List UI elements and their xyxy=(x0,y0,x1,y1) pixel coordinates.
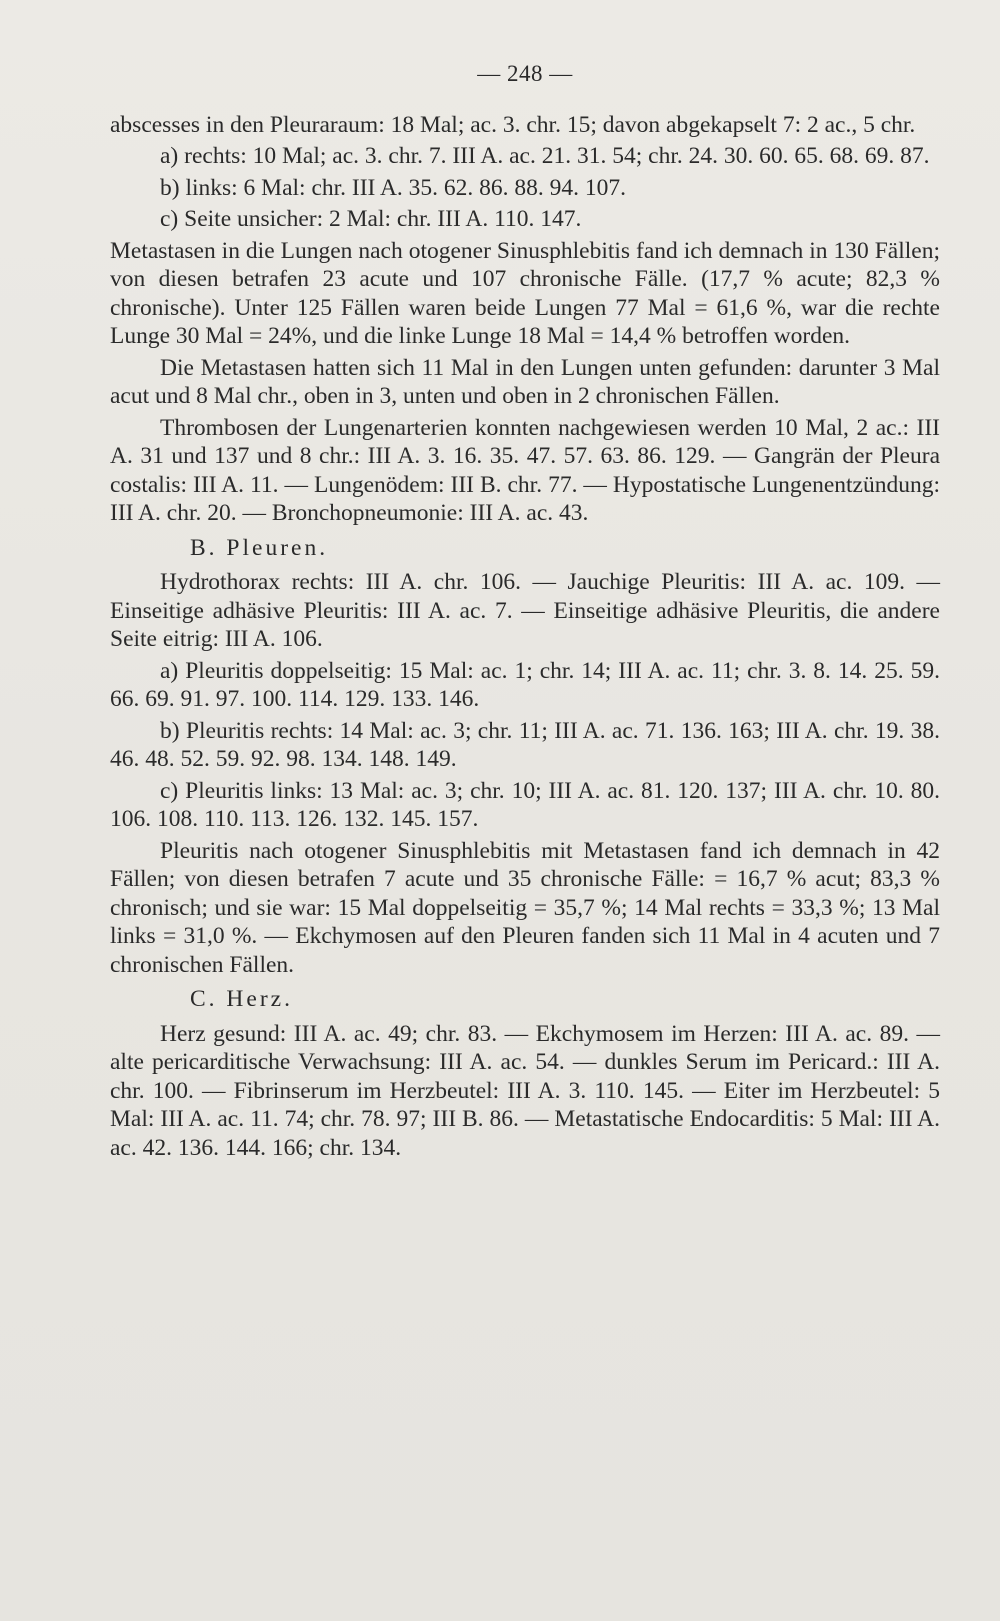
paragraph-pleuritis-rechts: b) Pleuritis rechts: 14 Mal: ac. 3; chr. 11; III A. ac. 71. 136. 163; III A. chr. 19. 38. 46. 48. 52. 59. 92. 98. 134. 148. 149. xyxy=(110,717,940,772)
paragraph-seite-unsicher: c) Seite unsicher: 2 Mal: chr. III A. 110. 147. xyxy=(160,206,582,232)
section-heading-pleuren-text: B. Pleuren. xyxy=(190,534,329,561)
paragraph-pleuritis-doppelseitig: a) Pleuritis doppelseitig: 15 Mal: ac. 1; chr. 14; III A. ac. 11; chr. 3. 8. 14. 25. 59. 66. 69. 91. 97. 100. 114. 129. 133. 146. xyxy=(110,657,940,712)
paragraph-herz: Herz gesund: III A. ac. 49; chr. 83. — Ekchymosem im Herzen: III A. ac. 89. — alte pericarditische Verwachsung: III A. ac. 54. — dunkles Serum im Pericard.: III A. chr. 100. — Fibrinserum im Herzbeutel: III A. 3. 110. 145. — Eiter im Herzbeutel: 5 Mal: III A. ac. 11. 74; chr. 78. 97; III B. 86. — Metastatische Endocarditis: 5 Mal: III A. ac. 42. 136. 144. 166; chr. 134. xyxy=(110,1020,940,1161)
section-heading-pleuren xyxy=(110,534,940,563)
page-content xyxy=(110,60,940,1165)
paragraph-rechts: a) rechts: 10 Mal; ac. 3. chr. 7. III A. ac. 21. 31. 54; chr. 24. 30. 60. 65. 68. 69. 87. xyxy=(160,143,930,169)
paragraph-pleuritis-summary: Pleuritis nach otogener Sinusphlebitis mit Metastasen fand ich demnach in 42 Fällen; von diesen betrafen 7 acute und 35 chronische Fälle: = 16,7 % acut; 83,3 % chronisch; und sie war: 15 Mal doppelseitig = 35,7 %; 14 Mal rechts = 33,3 %; 13 Mal links = 31,0 %. — Ekchymosen auf den Pleuren fanden sich 11 Mal in 4 acuten und 7 chronischen Fällen. xyxy=(110,837,940,978)
paragraph-pleuritis-links: c) Pleuritis links: 13 Mal: ac. 3; chr. 10; III A. ac. 81. 120. 137; III A. chr. 10. 80. 106. 108. 110. 113. 126. 132. 145. 157. xyxy=(110,777,940,832)
paragraph-metastasen-unten: Die Metastasen hatten sich 11 Mal in den Lungen unten gefunden: darunter 3 Mal acut und 8 Mal chr., oben in 3, unten und oben in 2 chronischen Fällen. xyxy=(110,354,940,409)
paragraph-metastasen-lungen: Metastasen in die Lungen nach otogener Sinusphlebitis fand ich demnach in 130 Fällen; von diesen betrafen 23 acute und 107 chronische Fälle. (17,7 % acute; 82,3 % chronische). Unter 125 Fällen waren beide Lungen 77 Mal = 61,6 %, war die rechte Lunge 30 Mal = 24%, und die linke Lunge 18 Mal = 14,4 % betroffen worden. xyxy=(110,237,940,349)
paragraph-links: b) links: 6 Mal: chr. III A. 35. 62. 86. 88. 94. 107. xyxy=(160,174,627,201)
paragraph-hydrothorax: Hydrothorax rechts: III A. chr. 106. — Jauchige Pleuritis: III A. ac. 109. — Einseitige adhäsive Pleuritis: III A. ac. 7. — Einseitige adhäsive Pleuritis, die andere Seite eitrig: III A. 106. xyxy=(110,569,940,652)
paragraph-thrombosen: Thrombosen der Lungenarterien konnten nachgewiesen werden 10 Mal, 2 ac.: III A. 31 und 137 und 8 chr.: III A. 3. 16. 35. 47. 57. 63. 86. 129. — Gangrän der Pleura costalis: III A. 11. — Lungenödem: III B. chr. 77. — Hypostatische Lungenentzündung: III A. chr. 20. — Bronchopneumonie: III A. ac. 43. xyxy=(110,414,940,526)
page-number: — 248 — xyxy=(477,61,573,86)
paragraph-abscesses: abscesses in den Pleuraraum: 18 Mal; ac. 3. chr. 15; davon abgekapselt 7: 2 ac., 5 chr. xyxy=(110,111,916,138)
section-heading-herz-text: C. Herz. xyxy=(190,986,293,1012)
section-heading-herz xyxy=(110,985,940,1014)
